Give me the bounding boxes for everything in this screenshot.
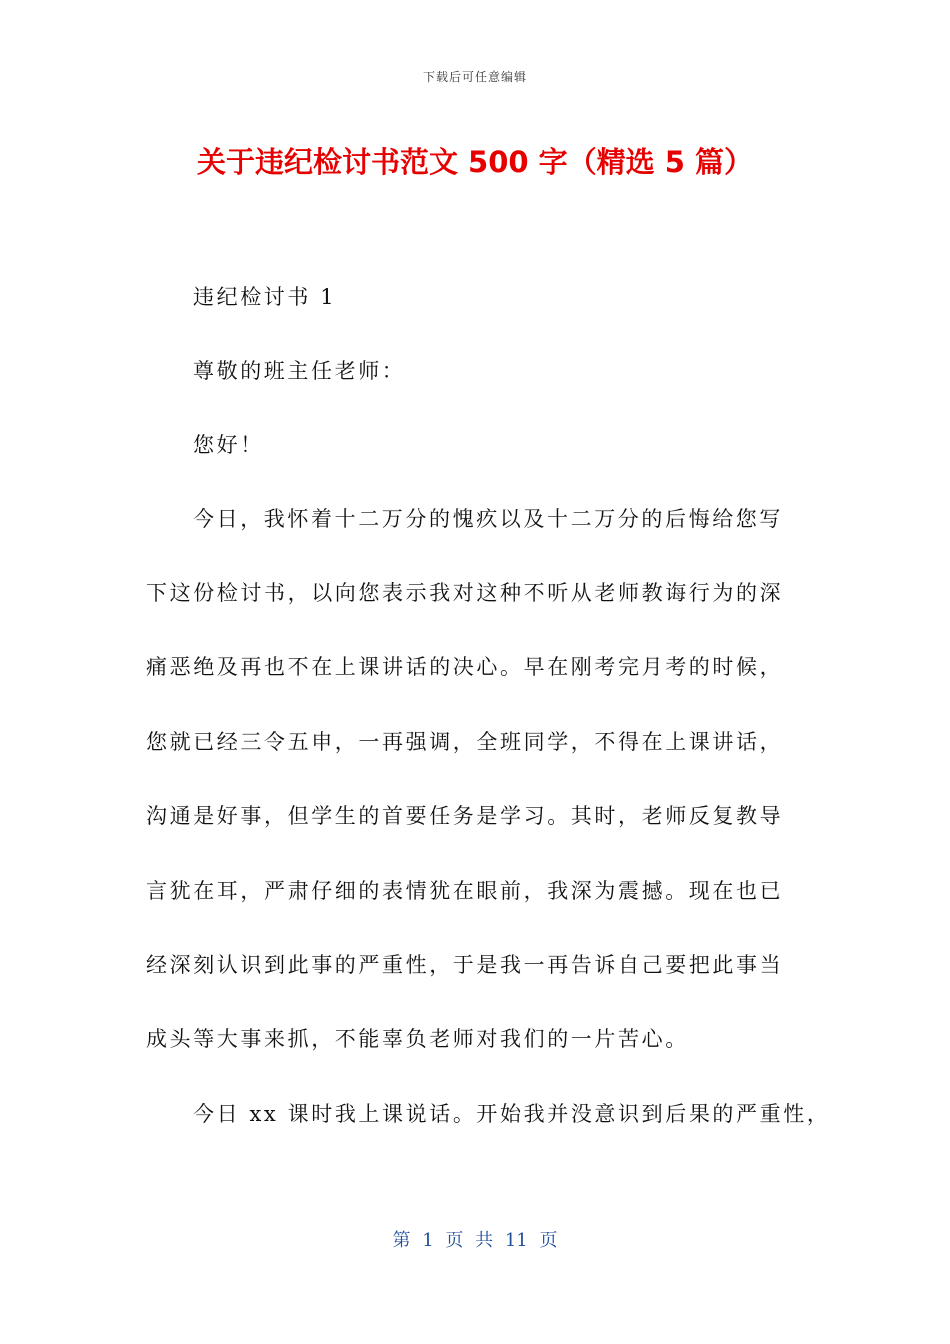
body-line: 痛恶绝及再也不在上课讲话的决心。早在刚考完月考的时候， <box>146 655 784 679</box>
body-line: 言犹在耳，严肃仔细的表情犹在眼前，我深为震撼。现在也已 <box>146 879 784 903</box>
body-line: 沟通是好事，但学生的首要任务是学习。其时，老师反复教导 <box>146 804 784 828</box>
greeting: 您好！ <box>193 433 264 457</box>
body-line: 今日，我怀着十二万分的愧疚以及十二万分的后悔给您写 <box>193 507 783 531</box>
body-line: 经深刻认识到此事的严重性，于是我一再告诉自己要把此事当 <box>146 953 784 977</box>
body-line: 成头等大事来抓，不能辜负老师对我们的一片苦心。 <box>146 1027 689 1051</box>
page-number-footer: 第 1 页 共 11 页 <box>392 1230 558 1251</box>
body-line: 今日 xx 课时我上课说话。开始我并没意识到后果的严重性， <box>193 1102 831 1126</box>
header-note: 下载后可任意编辑 <box>422 70 527 84</box>
document-title: 关于违纪检讨书范文 500 字（精选 5 篇） <box>196 145 754 179</box>
section-heading: 违纪检讨书 1 <box>193 285 337 309</box>
body-line: 您就已经三令五申，一再强调，全班同学，不得在上课讲话， <box>146 730 784 754</box>
body-line: 下这份检讨书，以向您表示我对这种不听从老师教诲行为的深 <box>146 581 784 605</box>
salutation: 尊敬的班主任老师： <box>193 359 406 383</box>
